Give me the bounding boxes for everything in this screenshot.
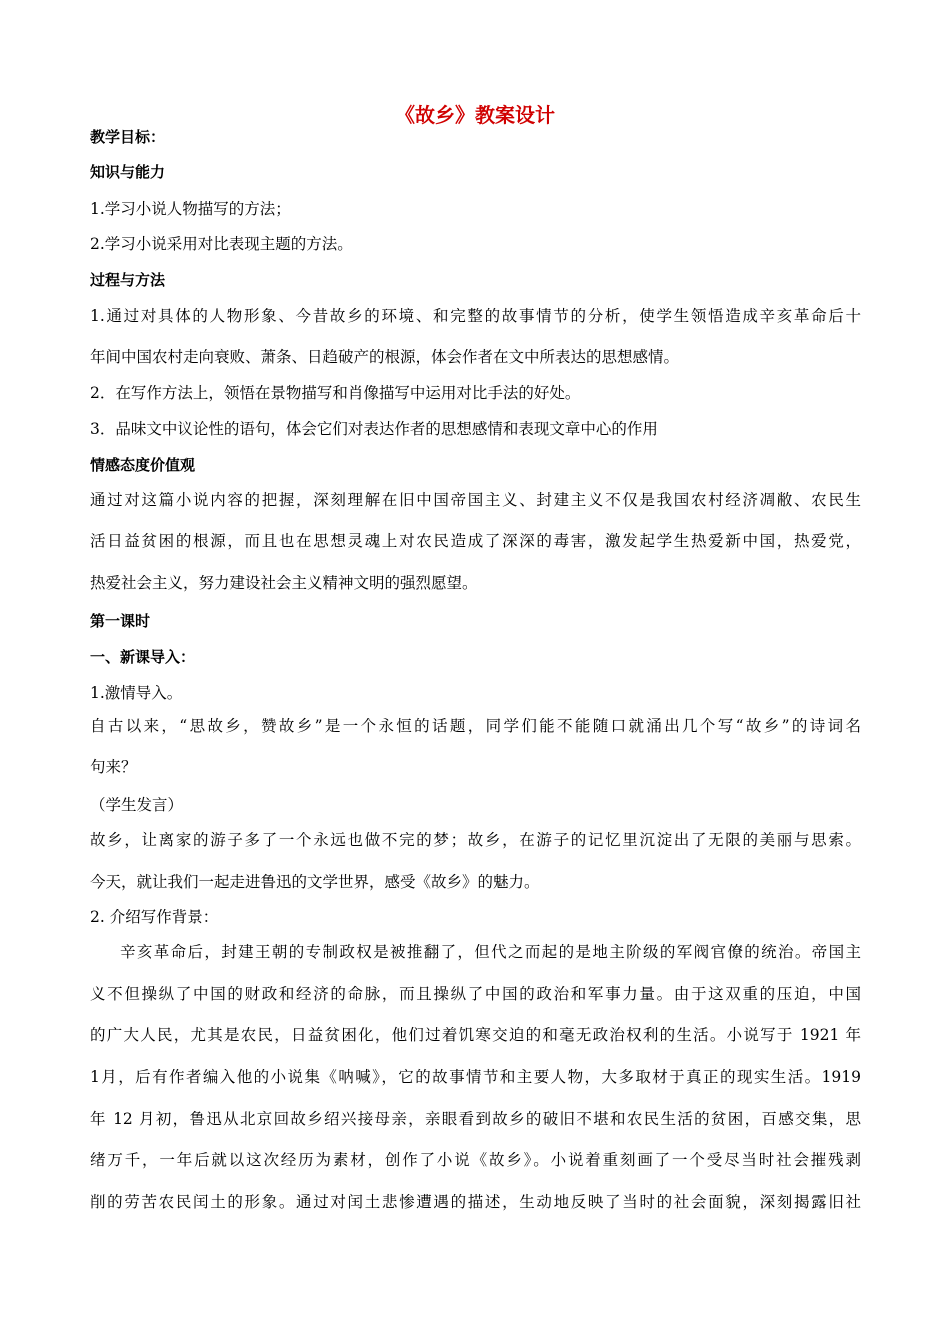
heading-process-method: 过程与方法 bbox=[90, 271, 166, 289]
process-item-2: 2．在写作方法上，领悟在景物描写和肖像描写中运用对比手法的好处。 bbox=[90, 384, 581, 402]
background-line-3: 的广大人民，尤其是农民，日益贫困化，他们过着饥寒交迫的和毫无政治权利的生活。小说写于 1921 年 bbox=[90, 1026, 861, 1044]
knowledge-item-2: 2.学习小说采用对比表现主题的方法。 bbox=[90, 235, 353, 253]
background-line-5: 年 12 月初，鲁迅从北京回故乡绍兴接母亲，亲眼看到故乡的破旧不堪和农民生活的贫困，百感交集，思 bbox=[90, 1110, 861, 1128]
background-line-6: 绪万千，一年后就以这次经历为素材，创作了小说《故乡》。小说着重刻画了一个受尽当时社会摧残剥 bbox=[90, 1151, 861, 1169]
intro-item-2: 2. 介绍写作背景： bbox=[90, 908, 219, 926]
background-line-1: 辛亥革命后，封建王朝的专制政权是被推翻了，但代之而起的是地主阶级的军阀官僚的统治。帝国主 bbox=[120, 943, 861, 961]
process-item-1a: 1.通过对具体的人物形象、今昔故乡的环境、和完整的故事情节的分析，使学生领悟造成辛亥革命后十 bbox=[90, 307, 861, 325]
heading-knowledge-ability: 知识与能力 bbox=[90, 163, 166, 181]
emotion-line-2: 活日益贫困的根源，而且也在思想灵魂上对农民造成了深深的毒害，激发起学生热爱新中国，热爱党， bbox=[90, 532, 861, 550]
heading-new-lesson-intro: 一、新课导入： bbox=[90, 648, 196, 666]
process-item-3: 3．品味文中议论性的语句，体会它们对表达作者的思想感情和表现文章中心的作用 bbox=[90, 420, 658, 438]
process-item-1b: 年间中国农村走向衰败、萧条、日趋破产的根源，体会作者在文中所表达的思想感情。 bbox=[90, 348, 680, 366]
knowledge-item-1: 1.学习小说人物描写的方法； bbox=[90, 200, 291, 218]
emotion-line-3: 热爱社会主义，努力建设社会主义精神文明的强烈愿望。 bbox=[90, 574, 478, 592]
emotion-line-1: 通过对这篇小说内容的把握，深刻理解在旧中国帝国主义、封建主义不仅是我国农村经济凋敝、农民生 bbox=[90, 491, 861, 509]
student-speak-note: （学生发言） bbox=[90, 796, 184, 814]
heading-lesson-1: 第一课时 bbox=[90, 612, 151, 630]
background-line-4: 1月，后有作者编入他的小说集《呐喊》，它的故事情节和主要人物，大多取材于真正的现实生活。1919 bbox=[90, 1068, 861, 1086]
heading-emotion-values: 情感态度价值观 bbox=[90, 456, 196, 474]
background-line-7: 削的劳苦农民闰土的形象。通过对闰土悲惨遭遇的描述，生动地反映了当时的社会面貌，深刻揭露旧社 bbox=[90, 1193, 861, 1211]
intro-text-line-4: 今天，就让我们一起走进鲁迅的文学世界，感受《故乡》的魅力。 bbox=[90, 873, 540, 891]
heading-teaching-goals: 教学目标： bbox=[90, 128, 166, 146]
intro-text-line-3: 故乡，让离家的游子多了一个永远也做不完的梦；故乡，在游子的记忆里沉淀出了无限的美丽与思索。 bbox=[90, 831, 861, 849]
intro-text-line-2: 句来？ bbox=[90, 758, 137, 776]
intro-text-line-1: 自古以来，“思故乡，赞故乡”是一个永恒的话题，同学们能不能随口就涌出几个写“故乡”的诗词名 bbox=[90, 717, 861, 735]
intro-item-1: 1.激情导入。 bbox=[90, 684, 183, 702]
document-title: 《故乡》教案设计 bbox=[395, 103, 555, 127]
background-line-2: 义不但操纵了中国的财政和经济的命脉，而且操纵了中国的政治和军事力量。由于这双重的压迫，中国 bbox=[90, 985, 861, 1003]
